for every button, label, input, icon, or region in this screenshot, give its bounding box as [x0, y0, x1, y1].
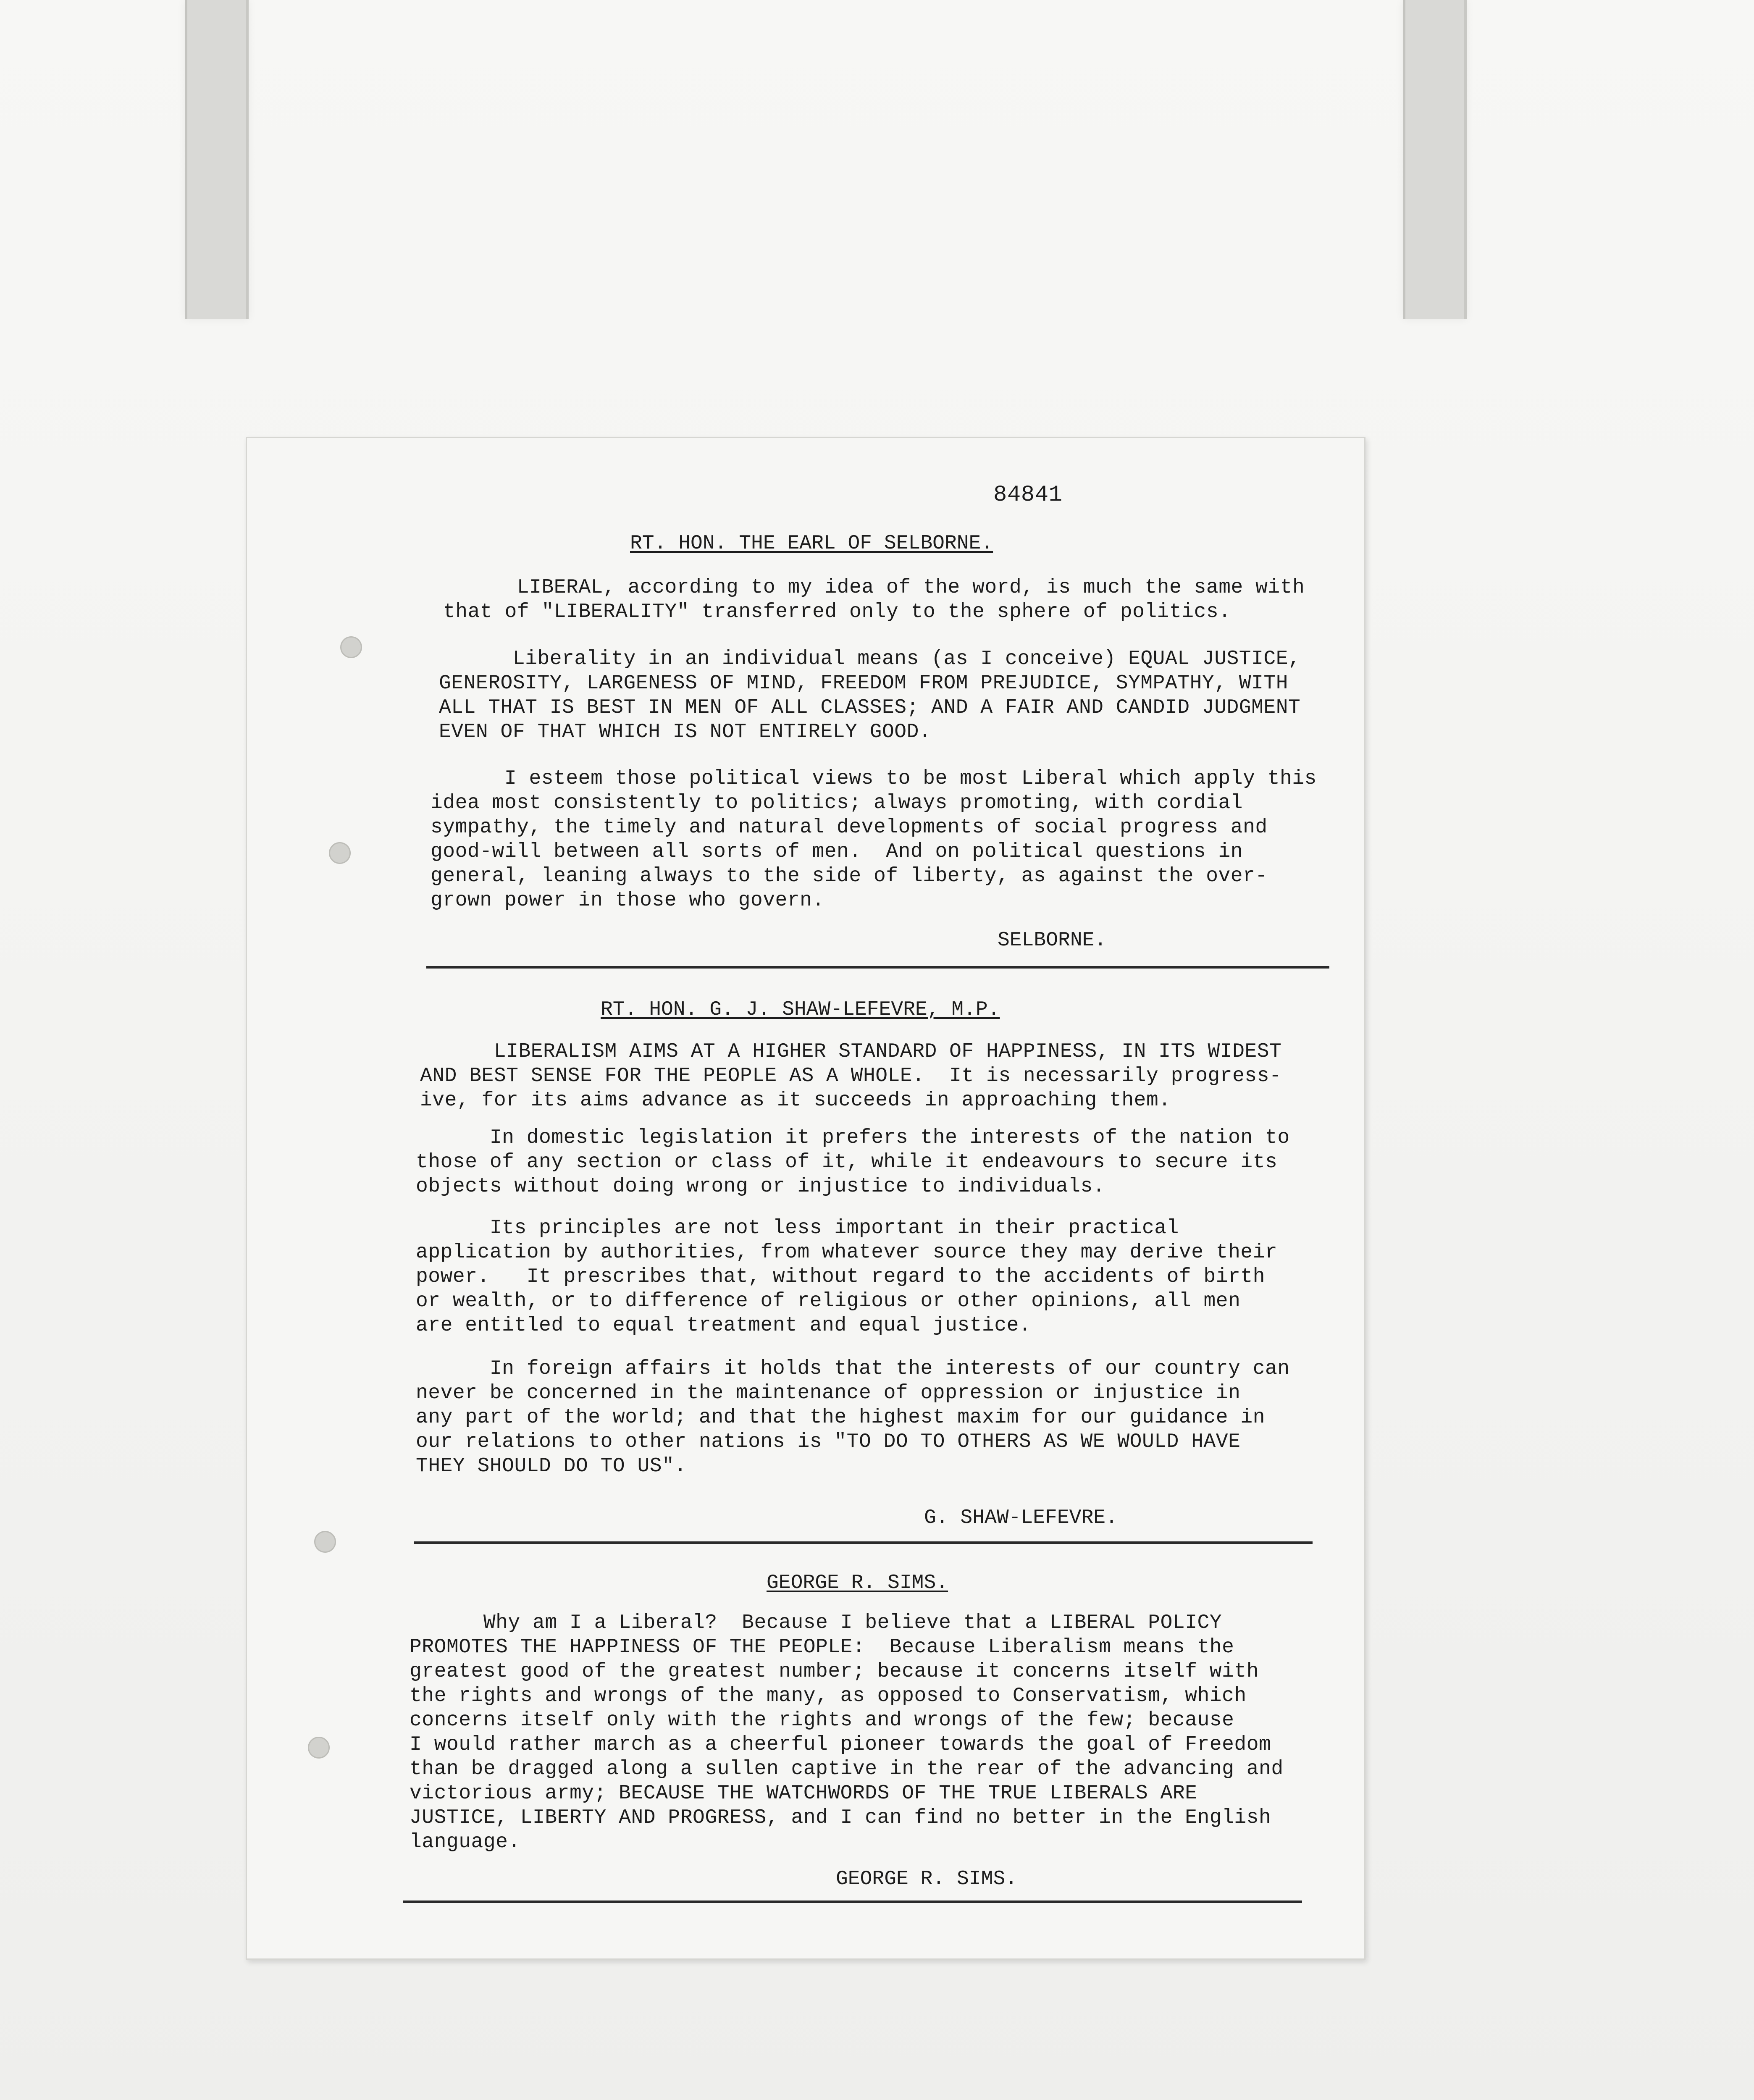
section-heading: RT. HON. THE EARL OF SELBORNE.	[630, 532, 993, 555]
punch-hole	[329, 842, 351, 864]
paragraph: Why am I a Liberal? Because I believe that a LIBERAL POLICY PROMOTES THE HAPPINESS OF THE PEOPLE: Because Liberalism means the greatest good of the greatest number; because it concerns itself with the rights and wrongs of the many, as opposed to Conservatism, which concerns itself only with the rights and wrongs of the few; because I would rather march as a cheerful pioneer towards the goal of Freedom than be dragged along a sullen captive in the rear of the advancing and victorious army; BECAUSE THE WATCHWORDS OF THE TRUE LIBERALS ARE JUSTICE, LIBERTY AND PROGRESS, and I can find no better in the English language.	[410, 1612, 1284, 1853]
paragraph: In foreign affairs it holds that the interests of our country can never be concerned in the maintenance of oppression or injustice in any part of the world; and that the highest maxim for our guidance in our relations to other nations is "TO DO TO OTHERS AS WE WOULD HAVE THEY SHOULD DO TO US".	[416, 1357, 1290, 1478]
paragraph: In domestic legislation it prefers the interests of the nation to those of any section or class of it, while it endeavours to secure its objects without doing wrong or injustice to individuals.	[416, 1126, 1290, 1198]
punch-hole	[340, 636, 362, 658]
section-divider	[403, 1900, 1302, 1903]
section-heading: RT. HON. G. J. SHAW-LEFEVRE, M.P.	[601, 998, 1000, 1021]
punch-hole	[314, 1531, 336, 1553]
paragraph: LIBERALISM AIMS AT A HIGHER STANDARD OF HAPPINESS, IN ITS WIDEST AND BEST SENSE FOR THE PEOPLE AS A WHOLE. It is necessarily progress- ive, for its aims advance as it succeeds in approaching them.	[420, 1040, 1282, 1112]
paragraph: Its principles are not less important in their practical application by authorities, from whatever source they may derive their power. It prescribes that, without regard to the accidents of birth or wealth, or to difference of religious or other opinions, all men are entitled to equal treatment and equal justice.	[416, 1217, 1278, 1337]
section-divider	[426, 966, 1329, 969]
signature: SELBORNE.	[998, 929, 1107, 952]
paragraph: LIBERAL, according to my idea of the word, is much the same with that of "LIBERALITY" transferred only to the sphere of politics.	[443, 576, 1305, 623]
paragraph: I esteem those political views to be most Liberal which apply this idea most consistently to politics; always promoting, with cordial sympathy, the timely and natural developments of social progress and good-will between all sorts of men. And on political questions in general, leaning always to the side of liberty, as against the over- grown power in those who govern.	[431, 767, 1317, 912]
section-heading: GEORGE R. SIMS.	[767, 1572, 948, 1594]
mounting-tape	[1403, 0, 1467, 319]
signature: GEORGE R. SIMS.	[836, 1868, 1018, 1890]
paragraph: Liberality in an individual means (as I conceive) EQUAL JUSTICE, GENEROSITY, LARGENESS OF MIND, FREEDOM FROM PREJUDICE, SYMPATHY, WITH ALL THAT IS BEST IN MEN OF ALL CLASSES; AND A FAIR AND CANDID JUDGMENT EVEN OF THAT WHICH IS NOT ENTIRELY GOOD.	[439, 648, 1301, 743]
mounting-tape	[185, 0, 249, 319]
punch-hole	[308, 1737, 330, 1759]
section-divider	[414, 1541, 1313, 1544]
page-number: 84841	[993, 482, 1063, 508]
signature: G. SHAW-LEFEVRE.	[924, 1507, 1118, 1529]
